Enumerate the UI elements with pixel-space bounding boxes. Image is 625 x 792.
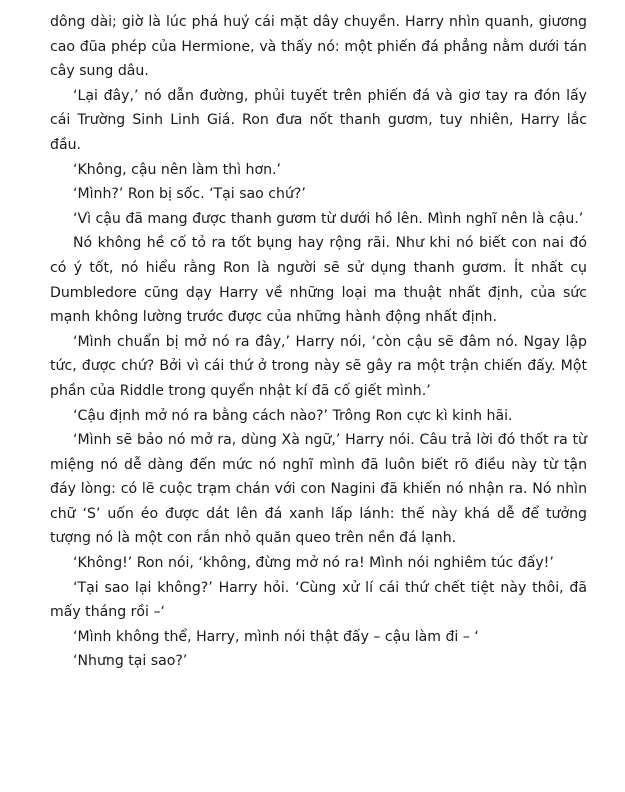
paragraph: ‘Tại sao lại không?’ Harry hỏi. ‘Cùng xử lí cái thứ chết tiệt này thôi, đã mấy tháng rồi –‘: [50, 579, 587, 621]
paragraph: ‘Vì cậu đã mang được thanh gươm từ dưới hồ lên. Mình nghĩ nên là cậu.’: [73, 210, 584, 227]
paragraph: ‘Mình sẽ bảo nó mở ra, dùng Xà ngữ,’ Harry nói. Câu trả lời đó thốt ra từ miệng nó dễ dàng đến mức nó nghĩ mình đã luôn biết rõ điều này từ tận đáy lòng: có lẽ cuộc trạm chán với con Nagini đã khiến nó nhận ra. Nó nhìn chữ ‘S’ uốn éo được dát lên đá xanh lấp lánh: thế này khá dễ để tưởng tượng nó là một con rắn nhỏ quăn queo trên nền đá lạnh.: [50, 432, 587, 547]
paragraph: ‘Nhưng tại sao?’: [73, 653, 188, 670]
paragraph: ‘Không!’ Ron nói, ‘không, đừng mở nó ra! Mình nói nghiêm túc đấy!’: [73, 555, 554, 572]
book-page: [50, 10, 587, 674]
paragraph-continued: dông dài; giờ là lúc phá huỷ cái mặt dây chuyền. Harry nhìn quanh, giương cao đũa phép của Hermione, và thấy nó: một phiến đá phẳng nằm dưới tán cây sung dâu.: [50, 14, 587, 80]
paragraph: ‘Lại đây,’ nó dẫn đường, phủi tuyết trên phiến đá và giơ tay ra đón lấy cái Trường Sinh Linh Giá. Ron đưa nốt thanh gươm, tuy nhiên, Harry lắc đầu.: [50, 87, 587, 153]
paragraph: Nó không hề cố tỏ ra tốt bụng hay rộng rãi. Như khi nó biết con nai đó có ý tốt, nó hiểu rằng Ron là người sẽ sử dụng thanh gươm. Ít nhất cụ Dumbledore cũng dạy Harry về những loại ma thuật nhất định, của sức mạnh không lường trước được của những hành động nhất định.: [50, 235, 587, 326]
paragraph: ‘Không, cậu nên làm thì hơn.’: [73, 161, 281, 178]
paragraph: ‘Mình không thể, Harry, mình nói thật đấy – cậu làm đi – ‘: [73, 628, 479, 645]
paragraph: ‘Cậu định mở nó ra bằng cách nào?’ Trông Ron cực kì kinh hãi.: [73, 407, 513, 424]
paragraph: ‘Mình chuẩn bị mở nó ra đây,’ Harry nói, ‘còn cậu sẽ đâm nó. Ngay lập tức, được chứ? Bởi vì cái thứ ở trong này sẽ gây ra một trận chiến đấy. Một phần của Riddle trong quyển nhật kí đã cố giết mình.’: [50, 333, 587, 399]
paragraph: ‘Mình?’ Ron bị sốc. ‘Tại sao chứ?’: [73, 186, 306, 203]
